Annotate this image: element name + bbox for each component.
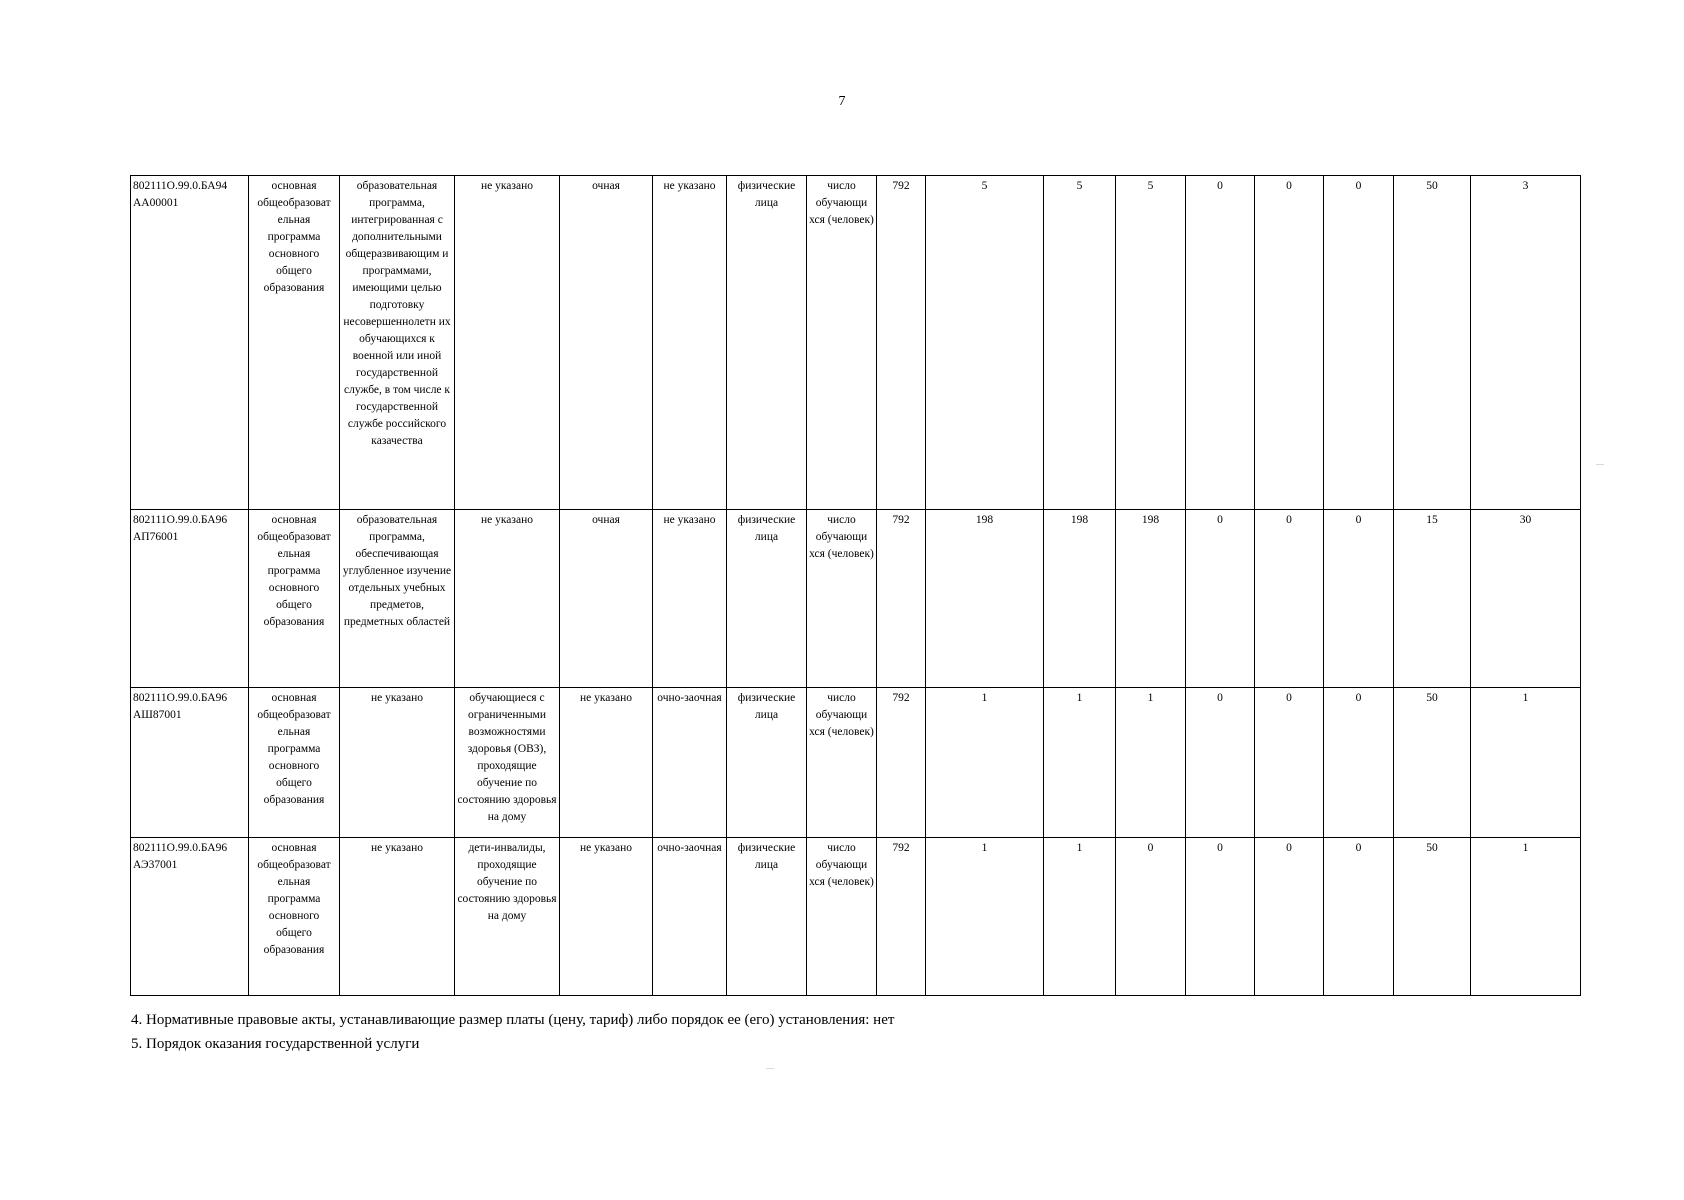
consumer-type: физические лица (727, 688, 807, 838)
value-cell: 0 (1324, 510, 1394, 688)
program-type: основная общеобразоват ельная программа основного общего образования (249, 510, 340, 688)
indicator-name: число обучающи хся (человек) (807, 510, 877, 688)
table-row (131, 688, 1581, 838)
value-cell: 198 (1116, 510, 1186, 688)
value-cell: 5 (1044, 176, 1116, 510)
value-cell: 0 (1186, 176, 1255, 510)
registry-code: 802111О.99.0.БА96 АЭ37001 (131, 838, 249, 996)
value-cell: 0 (1255, 176, 1324, 510)
value-cell: 3 (1471, 176, 1581, 510)
registry-code: 802111О.99.0.БА96 АШ87001 (131, 688, 249, 838)
okei-code: 792 (877, 510, 926, 688)
value-cell: 5 (926, 176, 1044, 510)
program-content: образовательная программа, интегрированная с дополнительными общеразвивающим и программами, имеющими целью подготовку несовершеннолетн их обучающихся к военной или иной государственной службе, в том числе к государственной службе российского казачества (340, 176, 455, 510)
value-cell: 1 (926, 688, 1044, 838)
registry-code: 802111О.99.0.БА94 АА00001 (131, 176, 249, 510)
scan-mark (1596, 464, 1604, 465)
value-cell: 5 (1116, 176, 1186, 510)
value-cell: 198 (926, 510, 1044, 688)
value-cell: 15 (1394, 510, 1471, 688)
value-cell: 50 (1394, 688, 1471, 838)
value-cell: 0 (1186, 688, 1255, 838)
value-cell: 0 (1116, 838, 1186, 996)
condition: очно-заочная (653, 838, 727, 996)
consumer-type: физические лица (727, 510, 807, 688)
program-type: основная общеобразоват ельная программа основного общего образования (249, 688, 340, 838)
okei-code: 792 (877, 176, 926, 510)
consumer-category: не указано (455, 176, 560, 510)
value-cell: 0 (1324, 838, 1394, 996)
condition: очно-заочная (653, 688, 727, 838)
okei-code: 792 (877, 838, 926, 996)
value-cell: 0 (1255, 838, 1324, 996)
education-form: не указано (560, 688, 653, 838)
value-cell: 1 (1471, 688, 1581, 838)
value-cell: 30 (1471, 510, 1581, 688)
education-form: очная (560, 510, 653, 688)
indicator-name: число обучающи хся (человек) (807, 688, 877, 838)
value-cell: 0 (1186, 838, 1255, 996)
page-number: 7 (838, 94, 846, 109)
table-row (131, 510, 1581, 688)
value-cell: 50 (1394, 838, 1471, 996)
consumer-category: обучающиеся с ограниченными возможностями здоровья (ОВЗ), проходящие обучение по состоянию здоровья на дому (455, 688, 560, 838)
value-cell: 198 (1044, 510, 1116, 688)
footer-item-5: 5. Порядок оказания государственной услуги (131, 1036, 420, 1052)
value-cell: 0 (1255, 688, 1324, 838)
condition: не указано (653, 510, 727, 688)
table-row (131, 838, 1581, 996)
consumer-category: дети-инвалиды, проходящие обучение по состоянию здоровья на дому (455, 838, 560, 996)
education-form: не указано (560, 838, 653, 996)
registry-code: 802111О.99.0.БА96 АП76001 (131, 510, 249, 688)
condition: не указано (653, 176, 727, 510)
indicator-name: число обучающи хся (человек) (807, 176, 877, 510)
education-form: очная (560, 176, 653, 510)
consumer-type: физические лица (727, 838, 807, 996)
footer-item-4: 4. Нормативные правовые акты, устанавливающие размер платы (цену, тариф) либо порядок ее (его) установления: нет (131, 1012, 895, 1028)
program-content: образовательная программа, обеспечивающая углубленное изучение отдельных учебных предметов, предметных областей (340, 510, 455, 688)
scan-mark (766, 1068, 774, 1069)
okei-code: 792 (877, 688, 926, 838)
value-cell: 1 (926, 838, 1044, 996)
value-cell: 1 (1471, 838, 1581, 996)
value-cell: 1 (1044, 688, 1116, 838)
value-cell: 0 (1324, 688, 1394, 838)
value-cell: 1 (1044, 838, 1116, 996)
indicator-name: число обучающи хся (человек) (807, 838, 877, 996)
value-cell: 0 (1255, 510, 1324, 688)
table-row (131, 176, 1581, 510)
consumer-category: не указано (455, 510, 560, 688)
value-cell: 1 (1116, 688, 1186, 838)
value-cell: 0 (1324, 176, 1394, 510)
program-type: основная общеобразоват ельная программа основного общего образования (249, 176, 340, 510)
value-cell: 50 (1394, 176, 1471, 510)
service-volume-table (130, 175, 1581, 996)
value-cell: 0 (1186, 510, 1255, 688)
program-content: не указано (340, 838, 455, 996)
program-type: основная общеобразоват ельная программа основного общего образования (249, 838, 340, 996)
consumer-type: физические лица (727, 176, 807, 510)
program-content: не указано (340, 688, 455, 838)
